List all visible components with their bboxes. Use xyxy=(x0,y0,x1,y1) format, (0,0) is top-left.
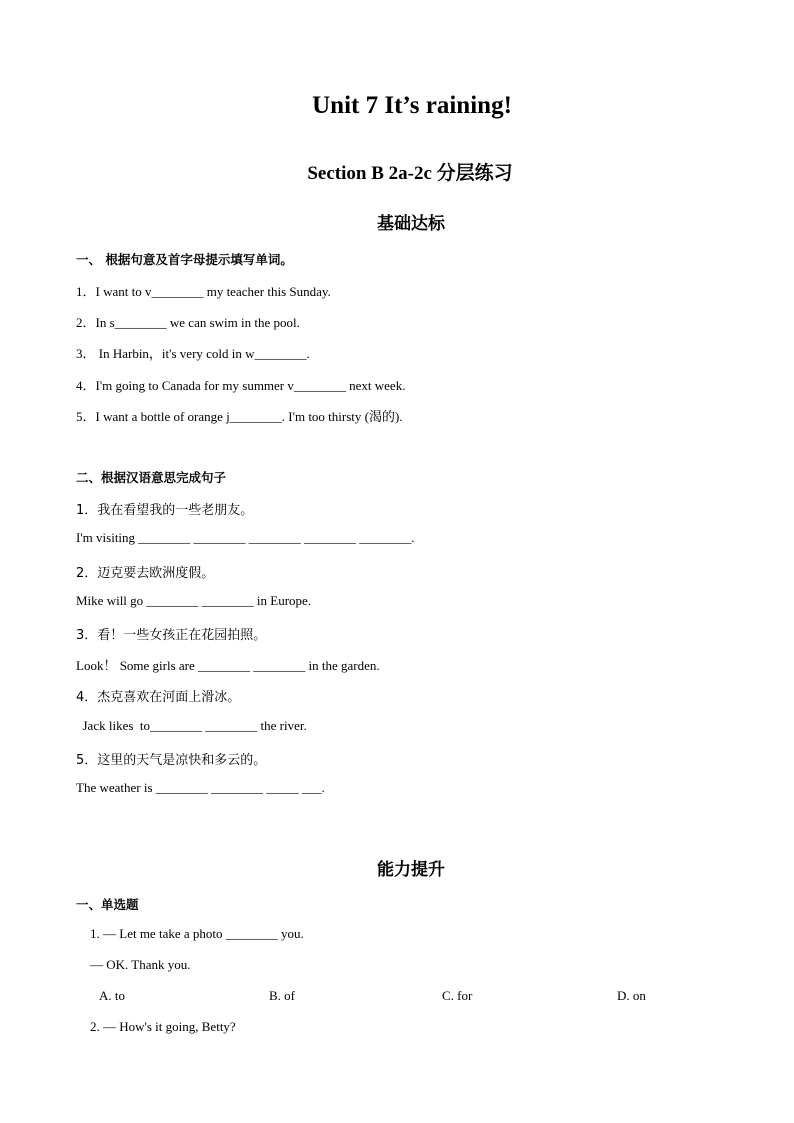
fill-item-2: 2．In s________ we can swim in the pool. xyxy=(76,315,300,330)
mc-q1-reply: — OK. Thank you. xyxy=(90,957,191,972)
part1-heading: 基础达标 xyxy=(377,214,445,234)
translate-item-2-zh: 2．迈克要去欧洲度假。 xyxy=(76,566,215,581)
mc-q2-question: 2. — How's it going, Betty? xyxy=(90,1019,236,1034)
page-title: Unit 7 It’s raining! xyxy=(312,92,512,119)
translate-item-1-en: I'm visiting ________ ________ ________ ________ ________. xyxy=(76,530,415,545)
translate-item-4-zh: 4．杰克喜欢在河面上滑冰。 xyxy=(76,690,241,705)
mc-section-title: 一、单选题 xyxy=(76,897,139,912)
section-a-title: 一、 根据句意及首字母提示填写单词。 xyxy=(76,252,293,267)
page-subtitle: Section B 2a-2c 分层练习 xyxy=(307,163,513,184)
mc-q1-option-d: D. on xyxy=(617,988,646,1003)
fill-item-5: 5．I want a bottle of orange j________. I'm too thirsty (渴的). xyxy=(76,409,403,424)
fill-item-1: 1．I want to v________ my teacher this Sunday. xyxy=(76,284,331,299)
translate-item-5-en: The weather is ________ ________ _____ ___. xyxy=(76,780,325,795)
translate-item-2-en: Mike will go ________ ________ in Europe. xyxy=(76,593,312,608)
fill-item-4: 4．I'm going to Canada for my summer v________ next week. xyxy=(76,378,406,393)
translate-item-1-zh: 1．我在看望我的一些老朋友。 xyxy=(76,503,254,518)
translate-item-4-en: Jack likes to________ ________ the river. xyxy=(76,718,307,733)
mc-q1-option-a: A. to xyxy=(99,988,125,1003)
mc-q1-option-b: B. of xyxy=(269,988,295,1003)
translate-item-5-zh: 5．这里的天气是凉快和多云的。 xyxy=(76,753,267,768)
part2-heading: 能力提升 xyxy=(377,860,445,880)
mc-q1-option-c: C. for xyxy=(442,988,473,1003)
section-b-title: 二、根据汉语意思完成句子 xyxy=(76,470,227,485)
translate-item-3-en: Look！ Some girls are ________ ________ in the garden. xyxy=(76,658,380,673)
fill-item-3: 3． In Harbin，it's very cold in w________. xyxy=(76,346,310,361)
mc-q1-question: 1. — Let me take a photo ________ you. xyxy=(90,926,304,941)
translate-item-3-zh: 3．看！一些女孩正在花园拍照。 xyxy=(76,628,267,643)
